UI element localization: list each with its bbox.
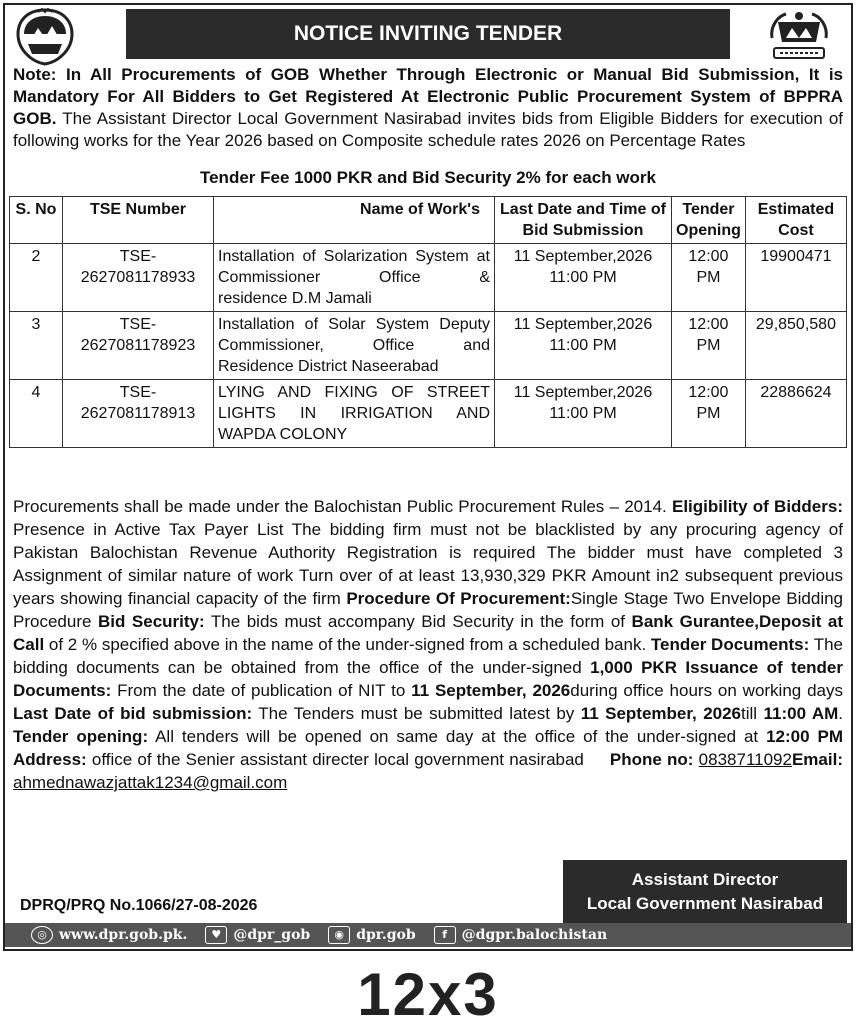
globe-icon: ◎ [31, 926, 53, 944]
body-text-span: All tenders will be opened on same day at the office of the under-signed at [148, 727, 767, 746]
date-day: 11 September,2026 [513, 248, 653, 265]
row-tse [63, 244, 214, 312]
signature-office: Local Government Nasirabad [586, 894, 824, 913]
footer-facebook-text: @dgpr.balochistan [461, 927, 608, 943]
signature-block [563, 860, 847, 924]
row-opening [672, 312, 746, 380]
body-bold-span: Last Date of bid submission: [13, 704, 253, 723]
body-bold-span: 11:00 AM [763, 704, 839, 723]
tse-prefix: TSE- [119, 316, 157, 333]
open-time: 12:00 [688, 384, 729, 401]
tse-prefix: TSE- [119, 248, 157, 265]
dprq-number: DPRQ/PRQ No.1066/27-08-2026 [20, 897, 258, 914]
table-header-row [10, 197, 847, 244]
work-line-last: Residence District Naseerabad [218, 358, 439, 375]
row-cost: 29,850,580 [745, 312, 846, 380]
tse-number: 2627081178933 [80, 269, 196, 286]
body-bold-span: Procedure Of Procurement: [346, 589, 571, 608]
body-text-span: Presence in Active Tax Payer List The bidding firm must not be blacklisted by any procuring agency of Pakistan Balochistan Revenue Authority Registration is required The bidder must have completed 3 Assignment of similar nature of work Turn over of at least 13,930,329 PKR Amount in2 subsequent previous years showing financial capacity of the firm [13, 520, 843, 608]
facebook-icon: f [434, 926, 456, 944]
page-title: NOTICE INVITING TENDER [126, 9, 730, 59]
body-text-span: The bidding documents can be obtained from the office of the under-signed [13, 635, 843, 677]
body-text-span: Procurements shall be made under the Balochistan Public Procurement Rules – 2014. [13, 497, 672, 516]
phone-label: Phone no: [609, 750, 694, 769]
header-opening: Tender Opening [672, 197, 746, 244]
body-text-span: of 2 % specified above in the name of the under-signed from a scheduled bank. [44, 635, 651, 654]
tender-table [9, 196, 847, 448]
body-bold-span: 1,000 PKR Issuance of tender Documents: [13, 658, 843, 700]
tse-number: 2627081178913 [80, 405, 196, 422]
date-time: 11:00 PM [549, 269, 617, 286]
footer-facebook[interactable] [434, 926, 607, 944]
body-text-span: till [741, 704, 764, 723]
row-work [214, 244, 495, 312]
body-bold-span: 12:00 PM Address: [13, 727, 843, 769]
header-tse: TSE Number [63, 197, 214, 244]
footer-instagram[interactable] [328, 926, 415, 944]
open-ampm: PM [696, 405, 721, 422]
date-day: 11 September,2026 [513, 316, 653, 333]
body-text-span: Single Stage Two Envelope Bidding Procedure [13, 589, 844, 631]
footer-twitter[interactable] [205, 926, 310, 944]
tse-number: 2627081178923 [80, 337, 196, 354]
table-row [10, 380, 847, 448]
footer-instagram-text: dpr.gob [356, 927, 416, 943]
open-ampm: PM [696, 269, 721, 286]
date-time: 11:00 PM [549, 337, 617, 354]
body-text-span: office of the Senier assistant directer local government nasirabad [86, 750, 584, 769]
twitter-icon: ♥ [205, 926, 227, 944]
row-sno: 4 [10, 380, 63, 448]
date-time: 11:00 PM [549, 405, 617, 422]
balochistan-emblem-icon [14, 8, 76, 66]
row-sno: 2 [10, 244, 63, 312]
work-line: Installation of Solarization System at Commissioner Office & [218, 248, 490, 286]
footer-twitter-text: @dpr_gob [233, 927, 311, 943]
row-date [495, 380, 672, 448]
open-time: 12:00 [688, 316, 729, 333]
body-bold-span: 11 September, 2026 [580, 704, 742, 723]
dgpr-emblem-icon [764, 8, 834, 66]
body-bold-span: Bank Gurantee,Deposit at Call [13, 612, 844, 654]
note-text: The Assistant Director Local Government Nasirabad invites bids from Eligible Bidders for execution of following works for the Year 2026 based on Composite schedule rates 2026 on Percentage Rates [13, 109, 843, 150]
email-link[interactable]: ahmednawazjattak1234@gmail.com [13, 773, 288, 792]
row-work [214, 312, 495, 380]
date-day: 11 September,2026 [513, 384, 653, 401]
table-row [10, 312, 847, 380]
note-bold: Note: In All Procurements of GOB Whether Through Electronic or Manual Bid Submission, It is Mandatory For All Bidders to Get Registered At Electronic Public Procurement System of BPPRA GOB. [13, 65, 843, 128]
footer-web[interactable] [31, 926, 187, 944]
tse-prefix: TSE- [119, 384, 157, 401]
header-sno: S. No [10, 197, 63, 244]
work-line-last: WAPDA COLONY [218, 426, 348, 443]
instagram-icon: ◉ [328, 926, 350, 944]
intro-note [13, 64, 843, 152]
body-text-span: . [838, 704, 844, 723]
ad-size-label: 12x3 [357, 961, 499, 1028]
body-text-span: From the date of publication of NIT to [111, 681, 412, 700]
work-line: Installation of Solar System Deputy Commissioner, Office and [218, 316, 490, 354]
body-bold-span: Tender opening: [13, 727, 149, 746]
body-text-span: The bids must accompany Bid Security in the form of [204, 612, 632, 631]
body-bold-span: Bid Security: [97, 612, 205, 631]
row-cost: 19900471 [745, 244, 846, 312]
row-opening [672, 380, 746, 448]
header-work: Name of Work's [214, 197, 495, 244]
row-date [495, 244, 672, 312]
signature-title: Assistant Director [631, 870, 779, 889]
body-bold-span: Eligibility of Bidders: [671, 497, 843, 516]
row-opening [672, 244, 746, 312]
body-bold-span: Tender Documents: [650, 635, 810, 654]
table-row [10, 244, 847, 312]
row-date [495, 312, 672, 380]
row-tse [63, 312, 214, 380]
footer-web-text: www.dpr.gob.pk. [59, 927, 188, 943]
body-bold-span: 11 September, 2026 [411, 681, 571, 700]
header-cost: Estimated Cost [745, 197, 846, 244]
tender-conditions [13, 495, 843, 794]
footer-bar [5, 923, 851, 947]
body-text-span: during office hours on working days [570, 681, 843, 700]
work-line-last: residence D.M Jamali [218, 290, 372, 307]
row-work [214, 380, 495, 448]
open-time: 12:00 [688, 248, 729, 265]
tender-fee-line: Tender Fee 1000 PKR and Bid Security 2% for each work [199, 168, 656, 187]
open-ampm: PM [696, 337, 721, 354]
email-label: Email: [791, 750, 843, 769]
work-line: LYING AND FIXING OF STREET LIGHTS IN IRRIGATION AND [218, 384, 490, 422]
row-cost: 22886624 [745, 380, 846, 448]
phone-number[interactable]: 0838711092 [698, 750, 792, 769]
row-tse [63, 380, 214, 448]
body-text-span: The Tenders must be submitted latest by [252, 704, 581, 723]
header-date: Last Date and Time of Bid Submission [495, 197, 672, 244]
row-sno: 3 [10, 312, 63, 380]
